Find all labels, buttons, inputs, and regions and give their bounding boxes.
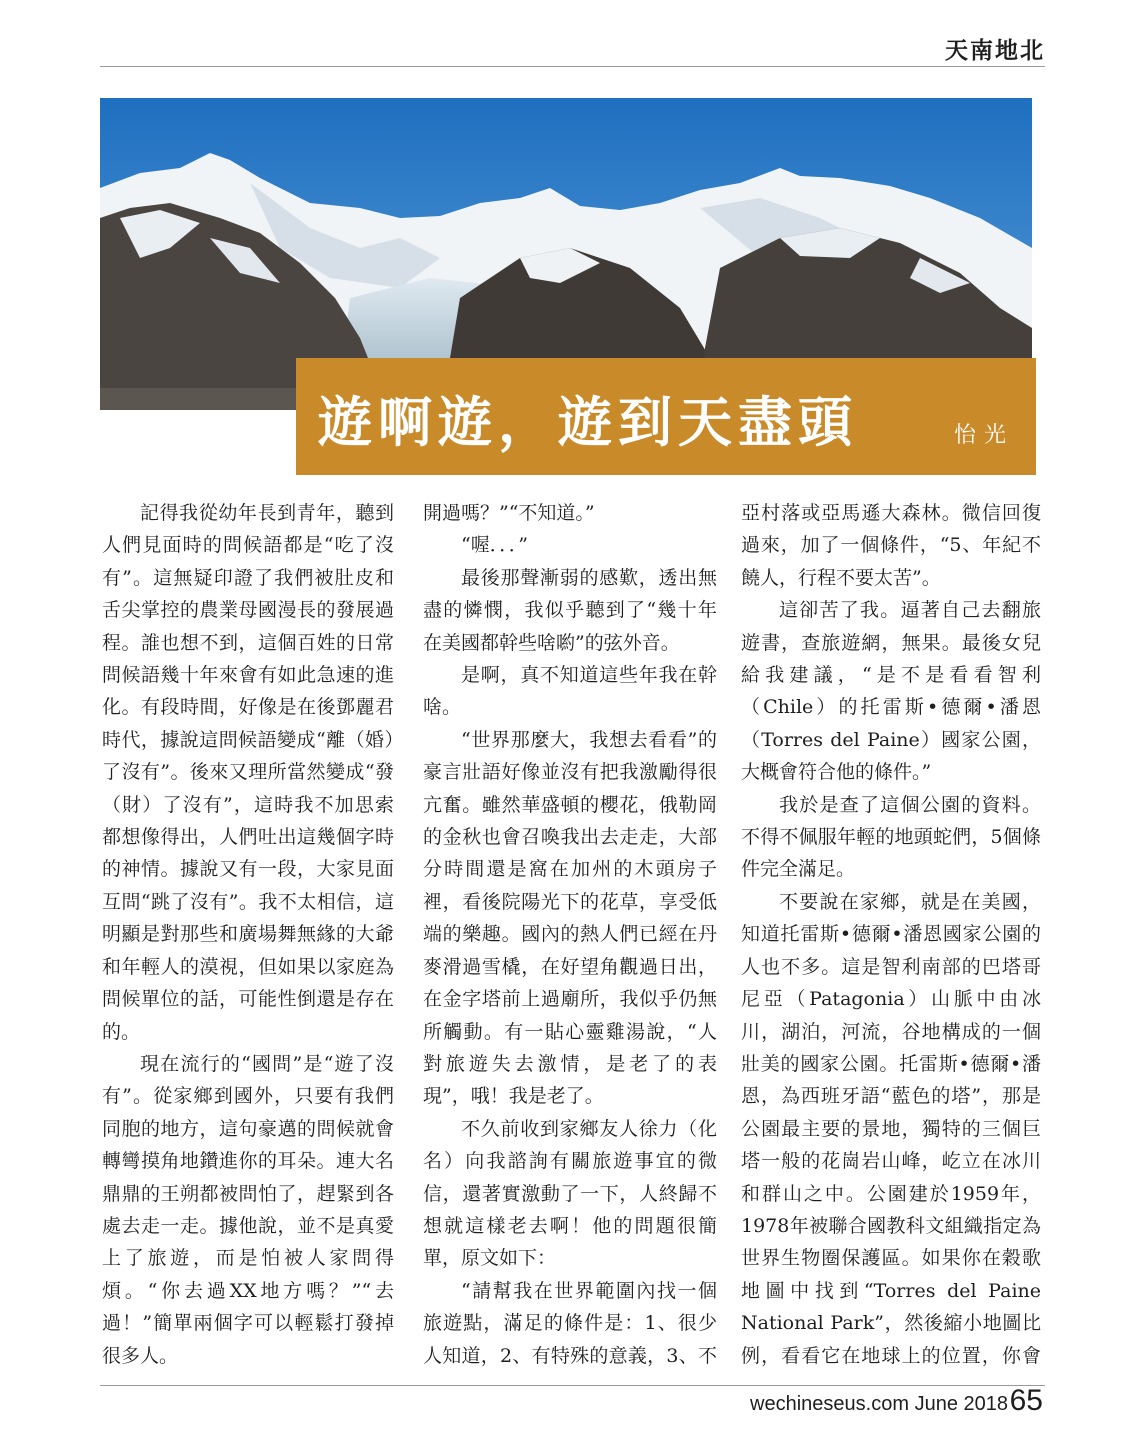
paragraph: 開過嗎？”“不知道。” xyxy=(423,502,595,524)
title-band xyxy=(296,358,1036,475)
text-column-1 xyxy=(102,497,394,1367)
paragraph: 現在流行的“國問”是“遊了沒有”。從家鄉到國外，只要有我們同胞的地方，這句豪邁的問候就會轉彎摸角地鑽進你的耳朵。連大名鼎鼎的王朔都被問怕了，趕緊到各處去走一走。據他說，並不是真愛上了旅遊，而是怕被人家問得煩。“你去過XX地方嗎？”“去過！”簡單兩個字可以輕鬆打發掉很多人。 xyxy=(102,1052,394,1367)
article-author: 怡光 xyxy=(953,423,1014,448)
bottom-divider xyxy=(100,1385,1045,1386)
article-title: 遊啊遊，遊到天盡頭 xyxy=(318,391,858,454)
paragraph: 這卻苦了我。逼著自己去翻旅遊書，查旅遊網，無果。最後女兒給我建議，“是不是看看智利（Chile）的托雷斯•德爾•潘恩（Torres del Paine）國家公園，大概會符合他的條件。” xyxy=(741,599,1041,784)
paragraph: 不要說在家鄉，就是在美國，知道托雷斯•德爾•潘恩國家公園的人也不多。這是智利南部的巴塔哥尼亞（Patagonia）山脈中由冰川，湖泊，河流，谷地構成的一個壯美的國家公園。托雷斯•德爾•潘恩，為西班牙語“藍色的塔”，那是公園最主要的景地，獨特的三個巨塔一般的花崗岩山峰，屹立在冰川和群山之中。公園建於1959年，1978年被聯合國教科文組織指定為世界生物圈保護區。如果你在穀歌地圖中找到“Torres del Paine National Park”，然後縮小地圖比例，看看它在地球上的位置，你會 xyxy=(741,890,1041,1367)
paragraph: “喔．．．” xyxy=(461,534,528,557)
paragraph: 記得我從幼年長到青年，聽到人們見面時的問候語都是“吃了沒有”。這無疑印證了我們被肚皮和舌尖掌控的農業母國漫長的發展過程。誰也想不到，這個百姓的日常問候語幾十年來會有如此急速的進化。有段時間，好像是在後鄧麗君時代，據說這問候語變成“離（婚）了沒有”。後來又理所當然變成“發（財）了沒有”，這時我不加思索都想像得出，人們吐出這幾個字時的神情。據說又有一段，大家見面互問“跳了沒有”。我不太相信，這明顯是對那些和廣場舞無緣的大爺和年輕人的漠視，但如果以家庭為問候單位的話，可能性倒還是存在的。 xyxy=(102,502,394,1043)
footer-site-date: wechineseus.com June 2018 xyxy=(750,1393,1008,1415)
paragraph: 不久前收到家鄉友人徐力（化名）向我諮詢有關旅遊事宜的微信，還著實激動了一下，人終歸不想就這樣老去啊！他的問題很簡單，原文如下： xyxy=(423,1117,717,1270)
paragraph: 是啊，真不知道這些年我在幹啥。 xyxy=(423,664,717,719)
paragraph: 亞村落或亞馬遜大森林。微信回復過來，加了一個條件，“5、年紀不饒人，行程不要太苦”。 xyxy=(741,502,1041,589)
text-column-3 xyxy=(741,497,1041,1367)
section-title: 天南地北 xyxy=(945,37,1045,64)
paragraph: “世界那麼大，我想去看看”的豪言壯語好像並沒有把我激勵得很亢奮。雖然華盛頓的櫻花，俄勒岡的金秋也會召喚我出去走走，大部分時間還是窩在加州的木頭房子裡，看後院陽光下的花草，享受低端的樂趣。國內的熱人們已經在丹麥滑過雪橇，在好望角觀過日出，在金字塔前上過廟所，我似乎仍無所觸動。有一貼心靈雞湯說，“人對旅遊失去激情，是老了的表現”，哦！我是老了。 xyxy=(423,728,717,1108)
page-number: 65 xyxy=(1009,1384,1043,1417)
paragraph: “請幫我在世界範圍內找一個旅遊點，滿足的條件是：1、很少人知道，2、有特殊的意義，3、不 xyxy=(423,1279,717,1367)
paragraph: 我於是查了這個公園的資料。不得不佩服年輕的地頭蛇們，5個條件完全滿足。 xyxy=(741,793,1041,881)
text-column-2 xyxy=(423,497,717,1367)
paragraph: 最後那聲漸弱的感歎，透出無盡的憐憫，我似乎聽到了“幾十年在美國都幹些啥喲”的弦外音。 xyxy=(423,566,717,654)
top-divider xyxy=(100,66,1045,67)
